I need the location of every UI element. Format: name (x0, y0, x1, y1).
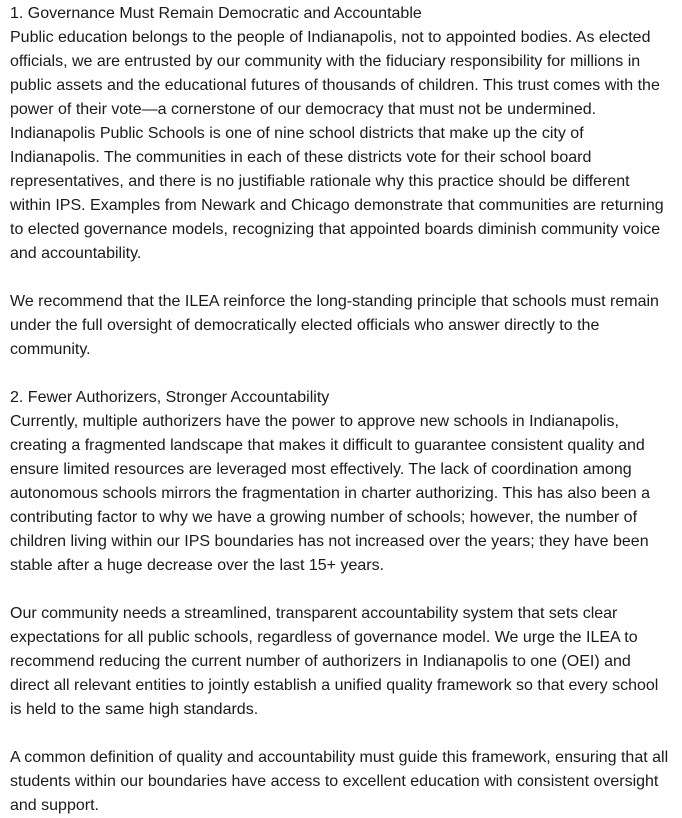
section-governance-heading: 1. Governance Must Remain Democratic and Accountable (10, 5, 422, 22)
section-authorizers (10, 386, 672, 578)
recommendation-governance-paragraph: We recommend that the ILEA reinforce the long-standing principle that schools must remain under the full oversight of democratically elected officials who answer directly to the community. (10, 293, 659, 358)
section-authorizers-paragraph: Currently, multiple authorizers have the power to approve new schools in Indianapolis, creating a fragmented landscape that makes it difficult to guarantee consistent quality and ensure limited resources are leveraged most effectively. The lack of coordination among autonomous schools mirrors the fragmentation in charter authorizing. This has also been a contributing factor to why we have a growing number of schools; however, the number of children living within our IPS boundaries has not increased over the years; they have been stable after a huge decrease over the last 15+ years. (10, 413, 651, 574)
section-governance (10, 2, 672, 266)
recommendation-governance (10, 290, 672, 362)
section-governance-paragraph: Public education belongs to the people of Indianapolis, not to appointed bodies. As elected officials, we are entrusted by our community with the fiduciary responsibility for millions in public assets and the educational futures of thousands of children. This trust comes with the power of their vote—a cornerstone of our democracy that must not be undermined. Indianapolis Public Schools is one of nine school districts that make up the city of Indianapolis. The communities in each of these districts vote for their school board representatives, and there is no justifiable rationale why this practice should be different within IPS. Examples from Newark and Chicago demonstrate that communities are returning to elected governance models, recognizing that appointed boards diminish community voice and accountability. (10, 29, 664, 262)
section-authorizers-heading: 2. Fewer Authorizers, Stronger Accountability (10, 389, 330, 406)
recommendation-authorizers (10, 602, 672, 722)
closing-statement-paragraph: A common definition of quality and accountability must guide this framework, ensuring that all students within our boundaries have access to excellent education with consistent oversight and support. (10, 749, 669, 814)
recommendation-authorizers-paragraph: Our community needs a streamlined, transparent accountability system that sets clear expectations for all public schools, regardless of governance model. We urge the ILEA to recommend reducing the current number of authorizers in Indianapolis to one (OEI) and direct all relevant entities to jointly establish a unified quality framework so that every school is held to the same high standards. (10, 605, 659, 718)
closing-statement (10, 746, 672, 818)
